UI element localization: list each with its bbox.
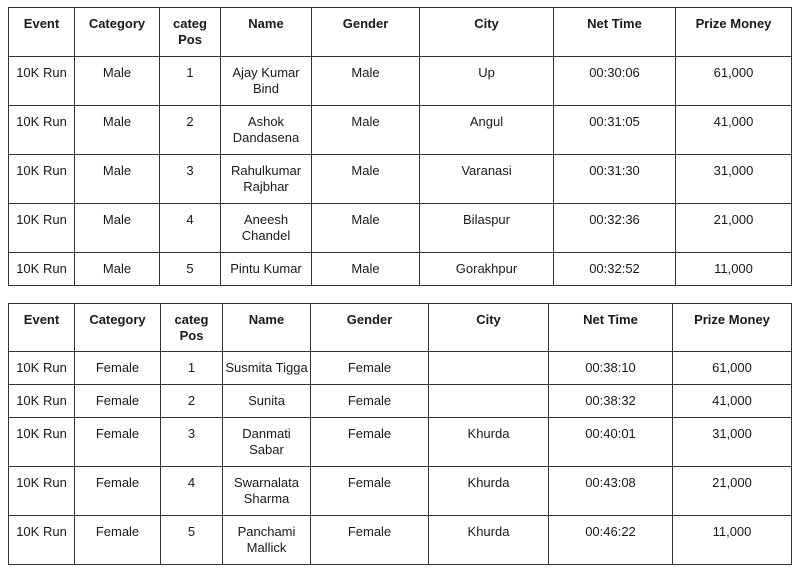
cell-net-time: 00:46:22: [549, 516, 673, 565]
cell-net-time: 00:40:01: [549, 418, 673, 467]
cell-net-time: 00:38:10: [549, 352, 673, 385]
cell-pos: 1: [160, 57, 221, 106]
header-event: Event: [9, 304, 75, 352]
header-net-time: Net Time: [549, 304, 673, 352]
name-line2: Sabar: [249, 442, 284, 457]
cell-net-time: 00:32:36: [554, 204, 676, 253]
cell-event: 10K Run: [9, 352, 75, 385]
table-row: [9, 418, 792, 467]
cell-name: [223, 418, 311, 467]
header-categ-pos-line2: Pos: [179, 328, 204, 343]
cell-city: [429, 385, 549, 418]
cell-category: Male: [75, 106, 160, 155]
cell-city: Gorakhpur: [420, 253, 554, 286]
cell-category: Male: [75, 253, 160, 286]
cell-prize: 41,000: [676, 106, 792, 155]
cell-name: [223, 516, 311, 565]
header-gender: Gender: [312, 8, 420, 57]
cell-prize: 11,000: [676, 253, 792, 286]
cell-event: 10K Run: [9, 204, 75, 253]
cell-city: Khurda: [429, 516, 549, 565]
table-row: [9, 57, 792, 106]
cell-pos: 5: [160, 253, 221, 286]
cell-city: Bilaspur: [420, 204, 554, 253]
header-categ-pos: [160, 8, 221, 57]
cell-prize: 41,000: [673, 385, 792, 418]
cell-city: Khurda: [429, 467, 549, 516]
header-category: Category: [75, 304, 161, 352]
cell-category: Male: [75, 57, 160, 106]
name-line1: Aneesh: [243, 212, 289, 227]
cell-event: 10K Run: [9, 516, 75, 565]
cell-category: Female: [75, 467, 161, 516]
cell-gender: Male: [312, 106, 420, 155]
table-header-row: [9, 304, 792, 352]
name-line2: Sharma: [243, 491, 290, 506]
cell-prize: 21,000: [673, 467, 792, 516]
cell-category: Female: [75, 385, 161, 418]
header-categ-pos-line1: categ: [174, 312, 209, 327]
cell-net-time: 00:31:30: [554, 155, 676, 204]
cell-gender: Female: [311, 385, 429, 418]
cell-net-time: 00:38:32: [549, 385, 673, 418]
cell-category: Female: [75, 418, 161, 467]
header-name: Name: [221, 8, 312, 57]
cell-event: 10K Run: [9, 253, 75, 286]
cell-city: Up: [420, 57, 554, 106]
female-results-table: [8, 303, 792, 565]
cell-prize: 31,000: [673, 418, 792, 467]
cell-gender: Male: [312, 204, 420, 253]
header-event: Event: [9, 8, 75, 57]
cell-category: Male: [75, 155, 160, 204]
table-row: [9, 385, 792, 418]
cell-gender: Female: [311, 418, 429, 467]
table-row: [9, 467, 792, 516]
table-header-row: [9, 8, 792, 57]
name-line2: Dandasena: [232, 130, 300, 145]
cell-gender: Male: [312, 57, 420, 106]
cell-city: Khurda: [429, 418, 549, 467]
cell-pos: 3: [160, 155, 221, 204]
header-city: City: [429, 304, 549, 352]
name-line1: Rahulkumar: [230, 163, 302, 178]
cell-prize: 61,000: [673, 352, 792, 385]
cell-event: 10K Run: [9, 57, 75, 106]
cell-name: Sunita: [223, 385, 311, 418]
header-gender: Gender: [311, 304, 429, 352]
cell-net-time: 00:43:08: [549, 467, 673, 516]
name-line1: Panchami: [237, 524, 296, 539]
cell-event: 10K Run: [9, 155, 75, 204]
cell-name: [221, 204, 312, 253]
table-row: [9, 516, 792, 565]
cell-net-time: 00:30:06: [554, 57, 676, 106]
cell-gender: Female: [311, 352, 429, 385]
name-line2: Bind: [252, 81, 280, 96]
cell-gender: Male: [312, 253, 420, 286]
cell-event: 10K Run: [9, 385, 75, 418]
table-row: [9, 352, 792, 385]
header-name: Name: [223, 304, 311, 352]
name-line1: Danmati: [242, 426, 291, 441]
header-prize-money: Prize Money: [676, 8, 792, 57]
cell-gender: Female: [311, 516, 429, 565]
header-net-time: Net Time: [554, 8, 676, 57]
cell-city: Varanasi: [420, 155, 554, 204]
cell-name: Susmita Tigga: [223, 352, 311, 385]
header-prize-money: Prize Money: [673, 304, 792, 352]
table-row: [9, 106, 792, 155]
name-line1: Ajay Kumar: [232, 65, 300, 80]
cell-category: Female: [75, 352, 161, 385]
name-line1: Ashok: [247, 114, 285, 129]
cell-prize: 11,000: [673, 516, 792, 565]
cell-name: [223, 467, 311, 516]
cell-gender: Female: [311, 467, 429, 516]
table-row: [9, 253, 792, 286]
header-categ-pos-line2: Pos: [178, 32, 202, 47]
cell-name: Pintu Kumar: [221, 253, 312, 286]
table-row: [9, 155, 792, 204]
name-line2: Rajbhar: [243, 179, 289, 194]
cell-pos: 5: [161, 516, 223, 565]
table-row: [9, 204, 792, 253]
header-categ-pos-line1: categ: [173, 16, 207, 31]
cell-gender: Male: [312, 155, 420, 204]
cell-event: 10K Run: [9, 418, 75, 467]
cell-prize: 21,000: [676, 204, 792, 253]
header-category: Category: [75, 8, 160, 57]
cell-pos: 1: [161, 352, 223, 385]
cell-pos: 2: [160, 106, 221, 155]
cell-name: [221, 57, 312, 106]
cell-net-time: 00:32:52: [554, 253, 676, 286]
name-line2: Mallick: [246, 540, 287, 555]
name-line2: Chandel: [241, 228, 291, 243]
cell-prize: 61,000: [676, 57, 792, 106]
cell-category: Male: [75, 204, 160, 253]
cell-city: [429, 352, 549, 385]
cell-prize: 31,000: [676, 155, 792, 204]
cell-pos: 4: [160, 204, 221, 253]
cell-net-time: 00:31:05: [554, 106, 676, 155]
cell-pos: 3: [161, 418, 223, 467]
cell-pos: 2: [161, 385, 223, 418]
header-categ-pos: [161, 304, 223, 352]
cell-pos: 4: [161, 467, 223, 516]
cell-category: Female: [75, 516, 161, 565]
cell-city: Angul: [420, 106, 554, 155]
male-results-table: [8, 7, 792, 286]
cell-event: 10K Run: [9, 106, 75, 155]
cell-event: 10K Run: [9, 467, 75, 516]
header-city: City: [420, 8, 554, 57]
name-line1: Swarnalata: [233, 475, 300, 490]
cell-name: [221, 106, 312, 155]
cell-name: [221, 155, 312, 204]
